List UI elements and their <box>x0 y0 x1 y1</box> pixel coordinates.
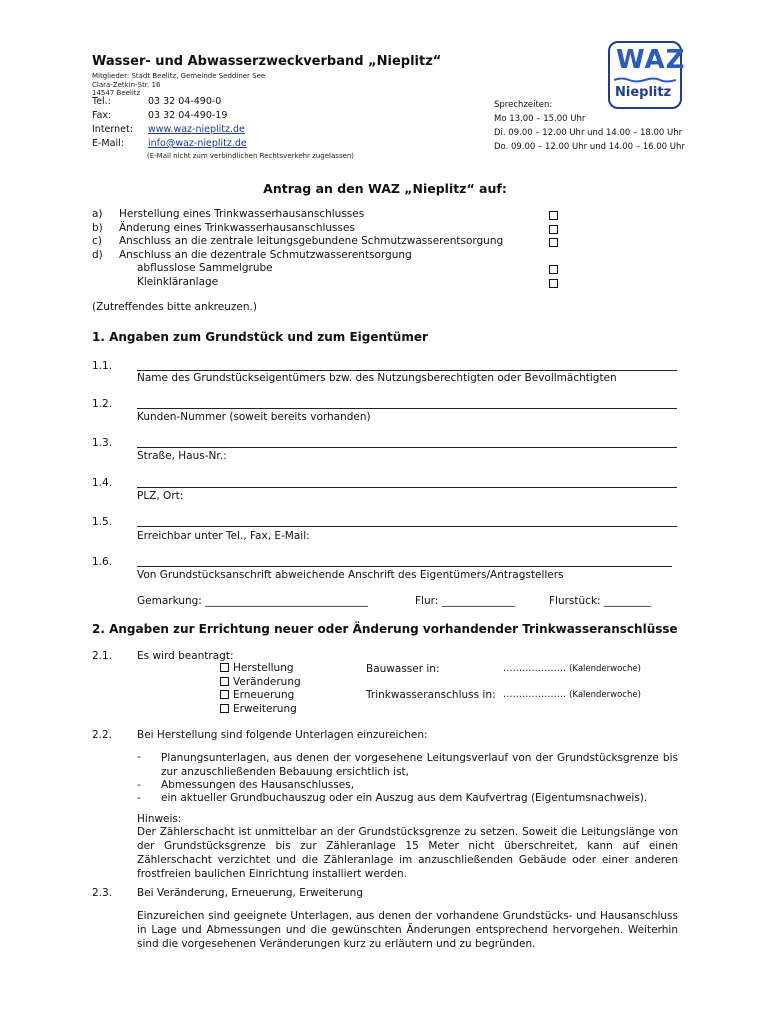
contact-fax: Fax: 03 32 04-490-19 <box>92 110 228 121</box>
contact-internet: Internet: www.waz-nieplitz.de <box>92 124 245 135</box>
item-1-2-number: 1.2. <box>92 398 113 410</box>
checkbox-icon <box>220 690 229 699</box>
gemarkung-field[interactable]: Gemarkung: _______________________________ <box>137 595 368 607</box>
item-2-1-number: 2.1. <box>92 650 113 662</box>
organization-name: Wasser- und Abwasserzweckverband „Nieplitz“ <box>92 54 442 69</box>
logo-waz-text: WAZ <box>616 45 686 75</box>
item-1-3-label: Straße, Haus-Nr.: <box>137 450 227 462</box>
tick-note: (Zutreffendes bitte ankreuzen.) <box>92 301 257 313</box>
checkbox-option-a[interactable] <box>549 211 558 220</box>
bullet-abmessungen: Abmessungen des Hausanschlusses, <box>161 779 355 791</box>
trinkwasser-week-field[interactable]: ……………….. (Kalenderwoche) <box>503 689 641 700</box>
option-d: Anschluss an die dezentrale Schmutzwasserentsorgung <box>119 248 412 261</box>
item-2-2-number: 2.2. <box>92 729 113 741</box>
request-type-checks <box>220 662 301 716</box>
hours-title: Sprechzeiten: <box>494 100 553 110</box>
suboption-sammelgrube: abflusslose Sammelgrube <box>137 262 273 274</box>
check-herstellung[interactable]: Herstellung <box>220 662 301 676</box>
option-a: Herstellung eines Trinkwasserhausanschlusses <box>119 208 365 220</box>
bullet-planung: Planungsunterlagen, aus denen der vorgesehene Leitungsverlauf von der Grundstücksgrenze bis zur anzuschließenden Bebauung ersichtlich ist, <box>161 752 678 778</box>
checkbox-klaeranlage[interactable] <box>549 279 558 288</box>
veraenderung-label: Bei Veränderung, Erneuerung, Erweiterung <box>137 887 363 899</box>
trinkwasser-label: Trinkwasseranschluss in: <box>366 689 496 701</box>
street-line: Clara-Zetkin-Str. 16 <box>92 81 161 89</box>
checkbox-icon <box>220 663 229 672</box>
item-1-6-number: 1.6. <box>92 556 113 568</box>
contact-block <box>92 95 247 151</box>
check-erweiterung[interactable]: Erweiterung <box>220 703 301 717</box>
bauwasser-label: Bauwasser in: <box>366 663 440 675</box>
form-title: Antrag an den WAZ „Nieplitz“ auf: <box>263 181 507 196</box>
field-contact[interactable] <box>137 526 677 527</box>
item-1-5-label: Erreichbar unter Tel., Fax, E-Mail: <box>137 530 310 542</box>
logo-wave-icon <box>614 77 676 83</box>
contact-email: E-Mail: info@waz-nieplitz.de <box>92 138 247 149</box>
check-erneuerung[interactable]: Erneuerung <box>220 689 301 703</box>
checkbox-sammelgrube[interactable] <box>549 265 558 274</box>
hours-do: Do. 09.00 – 12.00 Uhr und 14.00 – 16.00 Uhr <box>494 142 685 152</box>
item-2-3-number: 2.3. <box>92 887 113 899</box>
item-1-6-label: Von Grundstücksanschrift abweichende Anschrift des Eigentümers/Antragstellers <box>137 569 564 581</box>
section1-title: 1. Angaben zum Grundstück und zum Eigentümer <box>92 330 428 344</box>
field-alt-address[interactable] <box>137 566 672 567</box>
check-veraenderung[interactable]: Veränderung <box>220 676 301 690</box>
city-line: 14547 Beelitz <box>92 89 141 97</box>
hours-mo: Mo 13.00 – 15.00 Uhr <box>494 114 586 124</box>
email-note: (E-Mail nicht zum verbindlichen Rechtsverkehr zugelassen) <box>147 152 355 160</box>
waz-logo <box>608 41 686 109</box>
option-texts <box>119 208 503 289</box>
bauwasser-week-field[interactable]: ……………….. (Kalenderwoche) <box>503 663 641 674</box>
checkbox-icon <box>220 704 229 713</box>
flurstueck-field[interactable]: Flurstück: _________ <box>549 595 652 607</box>
logo-nieplitz-text: Nieplitz <box>615 85 672 100</box>
suboption-klaeranlage: Kleinkläranlage <box>137 275 219 288</box>
hours-di: Di. 09.00 – 12.00 Uhr und 14.00 – 18.00 Uhr <box>494 128 683 138</box>
item-1-5-number: 1.5. <box>92 516 113 528</box>
veraenderung-text: Einzureichen sind geeignete Unterlagen, aus denen der vorhandene Grundstücks- und Hausanschluss in Lage und Abmessungen und die gewünschten Änderungen entsprechend hervorgehen. Weiterhin sind die vorgesehenen Veränderungen kurz zu erläutern und zu begründen. <box>137 910 678 950</box>
option-b: Änderung eines Trinkwasserhausanschlusses <box>119 221 355 234</box>
item-1-1-label: Name des Grundstückseigentümers bzw. des Nutzungsberechtigten oder Bevollmächtigten <box>137 372 617 384</box>
field-owner-name[interactable] <box>137 370 677 371</box>
hinweis-title: Hinweis: <box>137 813 182 825</box>
hinweis-text: Der Zählerschacht ist unmittelbar an der Grundstücksgrenze zu setzen. Soweit die Leitungslänge von der Grundstücksgrenze bis zur Zähleranlage 15 Meter nicht überschreitet, kann auf einen Zählerschacht verzichtet und die Zähleranlage im anzuschließenden Gebäude oder einer anderen frostfreien baulichen Einrichtung installiert werden. <box>137 826 678 880</box>
item-1-3-number: 1.3. <box>92 437 113 449</box>
item-1-4-number: 1.4. <box>92 477 113 489</box>
field-zip-city[interactable] <box>137 487 677 488</box>
members-line: Mitglieder: Stadt Beelitz, Gemeinde Seddiner See <box>92 72 266 80</box>
section2-title: 2. Angaben zur Errichtung neuer oder Änderung vorhandender Trinkwasseranschlüsse <box>92 622 678 636</box>
checkbox-option-c[interactable] <box>549 238 558 247</box>
item-1-4-label: PLZ, Ort: <box>137 490 184 502</box>
email-link[interactable]: info@waz-nieplitz.de <box>148 138 247 149</box>
bullet-dash: - <box>137 779 141 791</box>
flur-field[interactable]: Flur: ______________ <box>415 595 516 607</box>
bullet-grundbuch: ein aktueller Grundbuchauszug oder ein Auszug aus dem Kaufvertrag (Eigentumsnachweis). <box>161 792 648 804</box>
checkbox-option-b[interactable] <box>549 225 558 234</box>
contact-tel: Tel.: 03 32 04-490-0 <box>92 96 222 107</box>
field-customer-number[interactable] <box>137 408 677 409</box>
bullet-dash: - <box>137 792 141 804</box>
field-street[interactable] <box>137 447 677 448</box>
bullet-dash: - <box>137 751 141 763</box>
beantragt-label: Es wird beantragt: <box>137 650 234 662</box>
item-1-2-label: Kunden-Nummer (soweit bereits vorhanden) <box>137 411 371 423</box>
item-1-1-number: 1.1. <box>92 360 113 372</box>
checkbox-icon <box>220 677 229 686</box>
option-c: Anschluss an die zentrale leitungsgebundene Schmutzwasserentsorgung <box>119 235 504 247</box>
website-link[interactable]: www.waz-nieplitz.de <box>148 124 245 135</box>
option-letters: a) b) c) d) <box>92 208 103 261</box>
unterlagen-label: Bei Herstellung sind folgende Unterlagen einzureichen: <box>137 729 428 741</box>
